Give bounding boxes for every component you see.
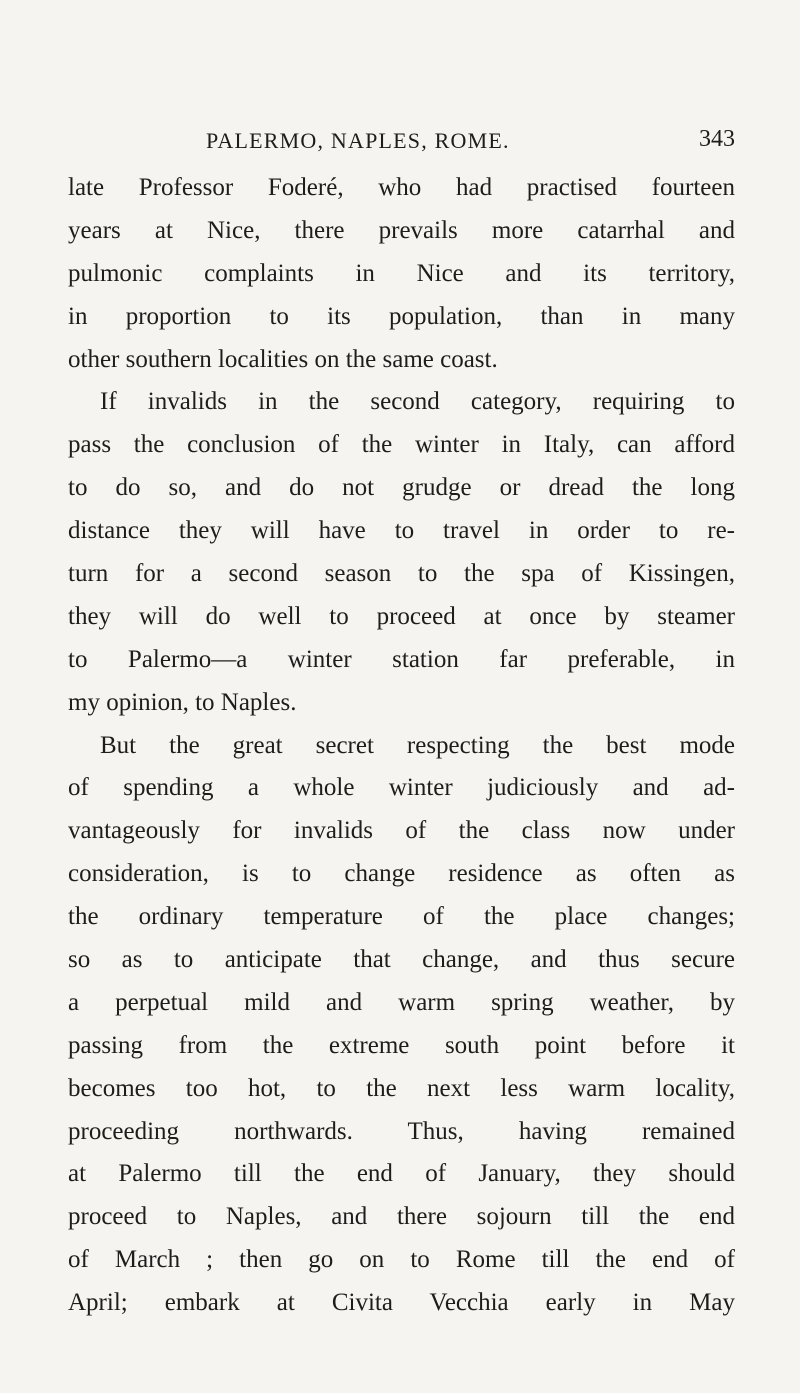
text-line: other southern localities on the same coast.	[68, 345, 498, 373]
text-line: But the great secret respecting the best mode	[100, 731, 735, 759]
text-line: so as to anticipate that change, and thus secure	[68, 946, 735, 974]
text-line: pulmonic complaints in Nice and its territory,	[68, 259, 735, 287]
text-line: they will do well to proceed at once by steamer	[68, 602, 735, 630]
text-line: passing from the extreme south point before it	[68, 1031, 735, 1059]
text-line: distance they will have to travel in order to re-	[68, 517, 735, 545]
text-line: vantageously for invalids of the class now under	[68, 817, 735, 845]
text-line: If invalids in the second category, requiring to	[100, 388, 735, 416]
text-line: my opinion, to Naples.	[68, 688, 297, 716]
text-line: a perpetual mild and warm spring weather, by	[68, 988, 735, 1016]
text-line: April; embark at Civita Vecchia early in May	[68, 1289, 735, 1317]
text-line: of March ; then go on to Rome till the end of	[68, 1246, 735, 1274]
text-line: becomes too hot, to the next less warm locality,	[68, 1074, 735, 1102]
text-line: to Palermo—a winter station far preferable, in	[68, 645, 735, 673]
text-line: turn for a second season to the spa of Kissingen,	[68, 560, 735, 588]
text-line: at Palermo till the end of January, they should	[68, 1160, 735, 1188]
text-line: proceed to Naples, and there sojourn till the end	[68, 1203, 735, 1231]
text-line: the ordinary temperature of the place changes;	[68, 903, 735, 931]
text-line: late Professor Foderé, who had practised fourteen	[68, 174, 735, 201]
text-line: to do so, and do not grudge or dread the long	[68, 474, 735, 502]
text-line: of spending a whole winter judiciously and ad-	[68, 774, 735, 802]
body-text	[68, 167, 735, 1325]
text-line: pass the conclusion of the winter in Italy, can afford	[68, 431, 735, 459]
text-line: consideration, is to change residence as often as	[68, 860, 735, 888]
running-title: PALERMO, NAPLES, ROME.	[206, 128, 510, 153]
page-number: 343	[699, 126, 735, 152]
text-line: years at Nice, there prevails more catarrhal and	[68, 216, 735, 244]
text-line: proceeding northwards. Thus, having remained	[68, 1117, 735, 1145]
text-line: in proportion to its population, than in many	[68, 302, 735, 330]
